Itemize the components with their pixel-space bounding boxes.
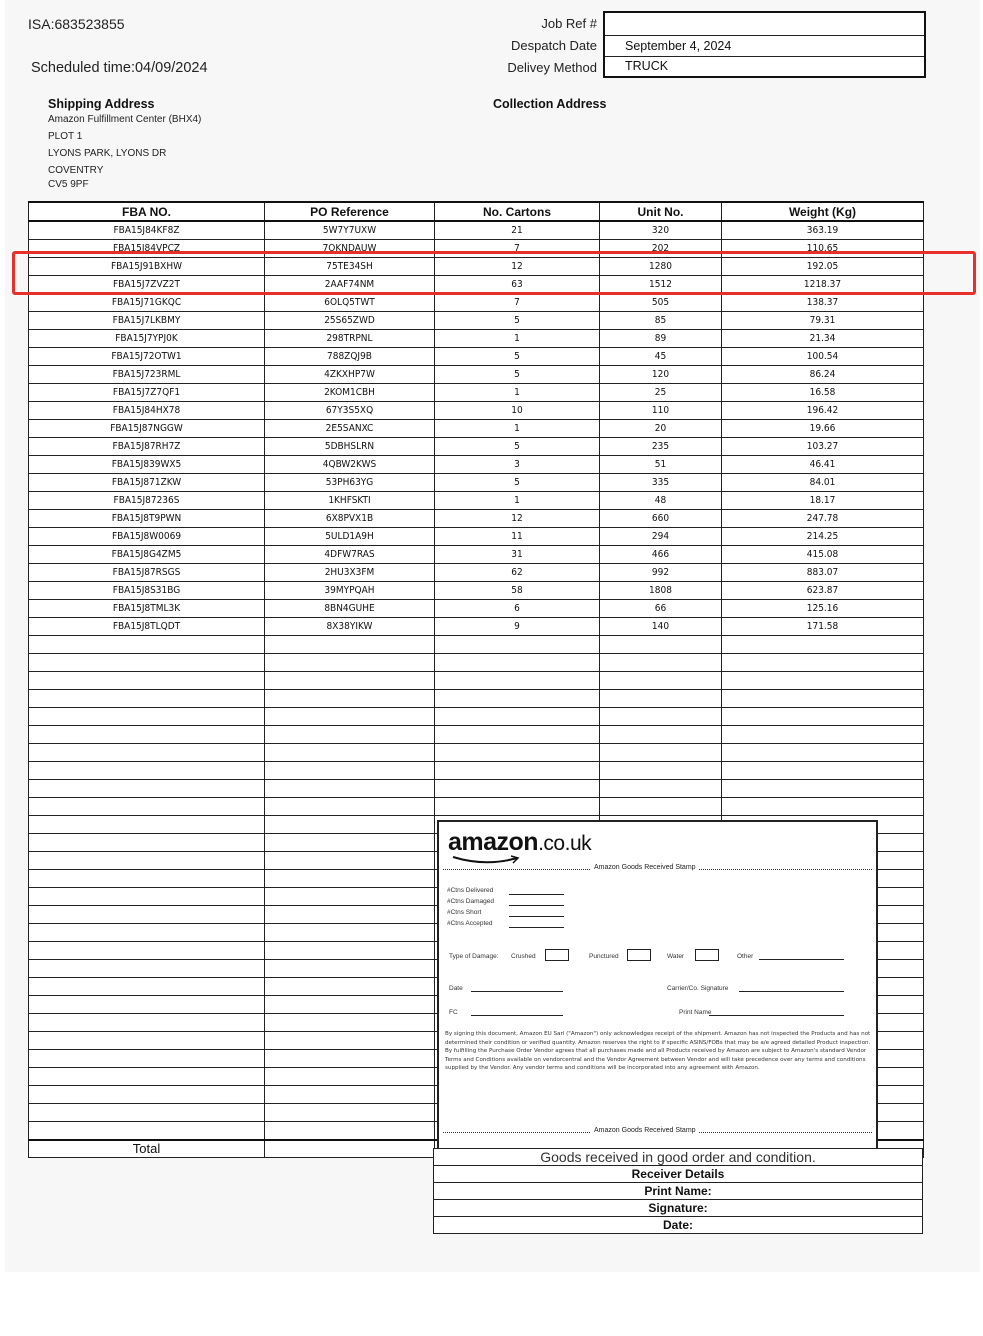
table-cell	[29, 726, 265, 744]
table-row	[29, 456, 924, 474]
table-cell	[600, 708, 722, 726]
table-cell: 100.54	[722, 348, 924, 366]
table-cell: 85	[600, 312, 722, 330]
receiver-details-title: Receiver Details	[434, 1166, 923, 1183]
table-row	[29, 240, 924, 258]
table-row	[29, 384, 924, 402]
table-cell: 25S65ZWD	[265, 312, 435, 330]
table-cell	[265, 996, 435, 1014]
table-cell	[29, 780, 265, 798]
table-cell: 31	[435, 546, 600, 564]
goods-received-stamp	[437, 820, 878, 1150]
table-cell: 79.31	[722, 312, 924, 330]
table-row	[29, 366, 924, 384]
column-header: FBA NO.	[29, 202, 265, 221]
table-cell: 103.27	[722, 438, 924, 456]
cartons-delivered-label: #Ctns Delivered	[447, 887, 494, 894]
table-cell	[600, 780, 722, 798]
goods-received-note: Goods received in good order and condition.	[434, 1149, 923, 1166]
table-cell: 4ZKXHP7W	[265, 366, 435, 384]
table-cell	[265, 852, 435, 870]
table-cell: 86.24	[722, 366, 924, 384]
table-cell	[265, 672, 435, 690]
table-cell: 298TRPNL	[265, 330, 435, 348]
collection-address-title: Collection Address	[493, 97, 607, 111]
address-line: CV5 9PF	[48, 179, 89, 190]
table-cell: FBA15J87RH7Z	[29, 438, 265, 456]
table-cell: 7	[435, 294, 600, 312]
table-cell: 5	[435, 474, 600, 492]
table-cell	[600, 762, 722, 780]
table-row	[29, 294, 924, 312]
amazon-smile-icon	[451, 855, 521, 865]
table-cell: FBA15J87NGGW	[29, 420, 265, 438]
table-cell: 19.66	[722, 420, 924, 438]
table-cell	[29, 942, 265, 960]
job-info-box	[603, 11, 926, 78]
table-row	[29, 744, 924, 762]
isa-number: ISA:683523855	[28, 16, 125, 32]
table-cell	[29, 744, 265, 762]
table-cell: FBA15J7LKBMY	[29, 312, 265, 330]
table-cell: 6X8PVX1B	[265, 510, 435, 528]
table-cell: 5	[435, 312, 600, 330]
table-cell	[722, 672, 924, 690]
table-cell: 84.01	[722, 474, 924, 492]
table-cell	[29, 1014, 265, 1032]
table-cell: 235	[600, 438, 722, 456]
table-cell	[435, 708, 600, 726]
table-cell: 7OKNDAUW	[265, 240, 435, 258]
job-ref-label: Job Ref #	[541, 16, 597, 31]
table-cell: 18.17	[722, 492, 924, 510]
table-cell	[29, 996, 265, 1014]
table-row	[29, 510, 924, 528]
column-header: Weight (Kg)	[722, 202, 924, 221]
table-cell: FBA15J8W0069	[29, 528, 265, 546]
table-cell	[265, 708, 435, 726]
table-cell: 21.34	[722, 330, 924, 348]
stamp-disclaimer: By signing this document, Amazon EU Sarl ("Amazon") only acknowledges receipt of the shipment. Amazon has not inspected the Products and has not determined their condition or verified quantity. Amazon reserves the right to if specific ASINS/FOBs that may be a/e agreed detailed Product inspection. By fulfilling the Purchase Order Vendor agrees that all purchases made and all Products received by Amazon are subject to Amazon's standard Vendor Terms and Conditions available on vendorcentral and the Vendor Agreement between Vendor and will take precedence over any terms and conditions supplied by the Vendor. Any vendor terms and conditions will be incorporated into any agreement with Amazon.	[445, 1031, 871, 1071]
table-cell: 1KHFSKTI	[265, 492, 435, 510]
address-line: LYONS PARK, LYONS DR	[48, 148, 167, 159]
table-cell	[722, 654, 924, 672]
water-checkbox[interactable]	[695, 949, 719, 961]
table-cell: 1512	[600, 276, 722, 294]
table-cell: 58	[435, 582, 600, 600]
receiver-details-table	[433, 1148, 923, 1234]
table-cell: 294	[600, 528, 722, 546]
table-cell	[722, 798, 924, 816]
table-cell	[265, 780, 435, 798]
table-cell	[265, 1104, 435, 1122]
table-cell	[435, 780, 600, 798]
scheduled-time: Scheduled time:04/09/2024	[31, 60, 208, 76]
table-cell	[265, 798, 435, 816]
table-row	[29, 564, 924, 582]
table-cell	[265, 870, 435, 888]
fc-label: FC	[449, 1009, 458, 1016]
table-cell	[435, 744, 600, 762]
table-cell	[29, 852, 265, 870]
table-cell	[265, 960, 435, 978]
table-row	[29, 492, 924, 510]
table-row	[29, 726, 924, 744]
carrier-signature-label: Carrier/Co. Signature	[667, 985, 729, 992]
table-cell	[600, 798, 722, 816]
table-cell	[265, 924, 435, 942]
table-row	[29, 528, 924, 546]
table-cell: 16.58	[722, 384, 924, 402]
table-cell	[29, 960, 265, 978]
table-cell	[435, 726, 600, 744]
table-row	[29, 798, 924, 816]
table-cell: 788ZQJ9B	[265, 348, 435, 366]
table-cell: FBA15J8TML3K	[29, 600, 265, 618]
table-cell: FBA15J8S31BG	[29, 582, 265, 600]
table-cell: 138.37	[722, 294, 924, 312]
table-cell	[29, 978, 265, 996]
table-cell	[435, 690, 600, 708]
table-cell	[600, 672, 722, 690]
table-cell	[29, 708, 265, 726]
table-cell: FBA15J8G4ZM5	[29, 546, 265, 564]
table-cell: 4QBW2KWS	[265, 456, 435, 474]
table-cell: FBA15J839WX5	[29, 456, 265, 474]
job-ref-value	[605, 13, 924, 36]
table-cell	[29, 1050, 265, 1068]
table-cell	[600, 744, 722, 762]
table-cell: 5W7Y7UXW	[265, 221, 435, 240]
table-cell	[265, 690, 435, 708]
table-cell	[265, 1014, 435, 1032]
table-cell	[265, 1122, 435, 1141]
table-row	[29, 276, 924, 294]
table-header-row	[29, 202, 924, 221]
table-cell: 505	[600, 294, 722, 312]
table-cell	[29, 690, 265, 708]
cartons-accepted-label: #Ctns Accepted	[447, 920, 493, 927]
stamp-caption-bottom: Amazon Goods Received Stamp	[591, 1127, 699, 1134]
damage-type-label: Type of Damage:	[449, 953, 499, 960]
table-cell	[722, 690, 924, 708]
table-row	[29, 780, 924, 798]
table-cell	[265, 1032, 435, 1050]
table-cell: 466	[600, 546, 722, 564]
table-cell	[29, 1104, 265, 1122]
table-cell	[29, 1032, 265, 1050]
despatch-date-value: September 4, 2024	[605, 36, 924, 57]
table-cell: 51	[600, 456, 722, 474]
table-cell: 883.07	[722, 564, 924, 582]
table-cell	[29, 672, 265, 690]
table-cell	[435, 762, 600, 780]
table-cell	[265, 762, 435, 780]
table-row	[29, 438, 924, 456]
table-cell	[600, 690, 722, 708]
table-cell: 8BN4GUHE	[265, 600, 435, 618]
table-cell	[29, 870, 265, 888]
table-cell: 12	[435, 258, 600, 276]
table-cell: FBA15J84VPCZ	[29, 240, 265, 258]
table-cell	[722, 780, 924, 798]
table-cell: FBA15J7ZVZ2T	[29, 276, 265, 294]
table-row	[29, 348, 924, 366]
table-cell	[29, 762, 265, 780]
column-header: Unit No.	[600, 202, 722, 221]
table-cell	[722, 744, 924, 762]
table-row	[29, 330, 924, 348]
table-cell: 7	[435, 240, 600, 258]
table-cell: 53PH63YG	[265, 474, 435, 492]
table-cell: 623.87	[722, 582, 924, 600]
table-row	[29, 762, 924, 780]
table-cell: 415.08	[722, 546, 924, 564]
print-name-label: Print Name	[679, 1009, 712, 1016]
table-cell	[600, 654, 722, 672]
table-cell: 5	[435, 348, 600, 366]
column-header: PO Reference	[265, 202, 435, 221]
table-cell	[29, 1122, 265, 1141]
table-row	[29, 402, 924, 420]
table-cell	[600, 726, 722, 744]
table-cell: 2HU3X3FM	[265, 564, 435, 582]
table-cell: 48	[600, 492, 722, 510]
table-row	[29, 474, 924, 492]
table-cell: 140	[600, 618, 722, 636]
table-row	[29, 312, 924, 330]
table-cell: 2AAF74NM	[265, 276, 435, 294]
table-cell: 2E5SANXC	[265, 420, 435, 438]
table-cell	[265, 654, 435, 672]
table-cell	[435, 672, 600, 690]
table-cell: 1280	[600, 258, 722, 276]
damage-crushed-label: Crushed	[511, 953, 536, 960]
table-cell: 20	[600, 420, 722, 438]
table-cell: 8X38YIKW	[265, 618, 435, 636]
table-cell: 10	[435, 402, 600, 420]
table-cell	[29, 654, 265, 672]
stamp-caption-top: Amazon Goods Received Stamp	[591, 864, 699, 871]
table-cell: FBA15J91BXHW	[29, 258, 265, 276]
receiver-signature: Signature:	[434, 1200, 923, 1217]
column-header: No. Cartons	[435, 202, 600, 221]
receiver-date: Date:	[434, 1217, 923, 1234]
table-cell: 1218.37	[722, 276, 924, 294]
table-cell	[265, 1068, 435, 1086]
table-cell	[265, 744, 435, 762]
table-cell	[265, 816, 435, 834]
table-cell: FBA15J8TLQDT	[29, 618, 265, 636]
table-cell	[722, 636, 924, 654]
delivery-method-label: Delivey Method	[507, 60, 597, 75]
table-cell: FBA15J84KF8Z	[29, 221, 265, 240]
table-cell: FBA15J723RML	[29, 366, 265, 384]
despatch-date-label: Despatch Date	[511, 38, 597, 53]
table-cell: 1	[435, 330, 600, 348]
table-cell: 6	[435, 600, 600, 618]
table-cell	[265, 942, 435, 960]
table-cell	[265, 978, 435, 996]
receiver-print-name: Print Name:	[434, 1183, 923, 1200]
table-cell: 6OLQ5TWT	[265, 294, 435, 312]
table-cell	[265, 888, 435, 906]
table-row	[29, 221, 924, 240]
table-cell: 45	[600, 348, 722, 366]
address-line: COVENTRY	[48, 165, 104, 176]
table-cell	[29, 636, 265, 654]
table-cell: 25	[600, 384, 722, 402]
table-cell: 202	[600, 240, 722, 258]
total-cell	[265, 1140, 435, 1158]
amazon-logo: amazon.co.uk	[448, 828, 592, 856]
table-cell	[600, 636, 722, 654]
table-cell	[435, 654, 600, 672]
table-cell: FBA15J7Z7QF1	[29, 384, 265, 402]
table-cell: 363.19	[722, 221, 924, 240]
table-cell: 5ULD1A9H	[265, 528, 435, 546]
table-row	[29, 582, 924, 600]
table-cell: FBA15J84HX78	[29, 402, 265, 420]
table-cell	[722, 726, 924, 744]
table-cell: 1	[435, 492, 600, 510]
damage-punctured-label: Punctured	[589, 953, 619, 960]
table-cell	[29, 924, 265, 942]
table-cell: 125.16	[722, 600, 924, 618]
table-cell: 110	[600, 402, 722, 420]
table-cell: 46.41	[722, 456, 924, 474]
table-cell: FBA15J72OTW1	[29, 348, 265, 366]
table-cell	[29, 906, 265, 924]
table-cell: FBA15J87RSGS	[29, 564, 265, 582]
table-cell	[265, 636, 435, 654]
table-row	[29, 546, 924, 564]
table-cell: 992	[600, 564, 722, 582]
table-cell: 660	[600, 510, 722, 528]
table-cell: FBA15J7YPJ0K	[29, 330, 265, 348]
table-row	[29, 636, 924, 654]
table-cell: 214.25	[722, 528, 924, 546]
table-row	[29, 672, 924, 690]
table-cell	[265, 1050, 435, 1068]
shipping-address	[48, 97, 201, 193]
table-cell	[435, 636, 600, 654]
table-cell	[29, 816, 265, 834]
date-label: Date	[449, 985, 463, 992]
table-cell: 4DFW7RAS	[265, 546, 435, 564]
table-cell: 5	[435, 438, 600, 456]
table-cell: 3	[435, 456, 600, 474]
table-row	[29, 420, 924, 438]
table-cell: 110.65	[722, 240, 924, 258]
table-cell	[722, 708, 924, 726]
table-cell: FBA15J871ZKW	[29, 474, 265, 492]
total-label: Total	[29, 1140, 265, 1158]
table-cell: 196.42	[722, 402, 924, 420]
table-cell: 89	[600, 330, 722, 348]
table-cell: 12	[435, 510, 600, 528]
table-cell: 75TE34SH	[265, 258, 435, 276]
table-cell: 192.05	[722, 258, 924, 276]
table-cell: 39MYPQAH	[265, 582, 435, 600]
table-cell: 335	[600, 474, 722, 492]
table-row	[29, 618, 924, 636]
table-cell: FBA15J71GKQC	[29, 294, 265, 312]
table-cell: 5	[435, 366, 600, 384]
table-cell	[722, 762, 924, 780]
table-cell	[29, 1086, 265, 1104]
table-cell: 9	[435, 618, 600, 636]
damage-other-label: Other	[737, 953, 754, 960]
table-cell	[265, 834, 435, 852]
table-cell	[29, 888, 265, 906]
table-cell	[265, 726, 435, 744]
table-row	[29, 690, 924, 708]
punctured-checkbox[interactable]	[627, 949, 651, 961]
delivery-method-value: TRUCK	[625, 59, 669, 73]
address-line: PLOT 1	[48, 131, 83, 142]
table-cell: 63	[435, 276, 600, 294]
table-cell: 67Y3S5XQ	[265, 402, 435, 420]
table-cell	[265, 1086, 435, 1104]
table-cell: 62	[435, 564, 600, 582]
table-cell: 1	[435, 384, 600, 402]
address-line: Amazon Fulfillment Center (BHX4)	[48, 114, 202, 125]
table-cell: FBA15J8T9PWN	[29, 510, 265, 528]
table-cell	[29, 834, 265, 852]
table-cell: 5DBHSLRN	[265, 438, 435, 456]
table-row	[29, 654, 924, 672]
table-cell: 2KOM1CBH	[265, 384, 435, 402]
cartons-short-label: #Ctns Short	[447, 909, 482, 916]
table-cell	[29, 1068, 265, 1086]
table-cell	[435, 798, 600, 816]
table-cell	[29, 798, 265, 816]
table-row	[29, 708, 924, 726]
table-cell: 1808	[600, 582, 722, 600]
table-cell: 21	[435, 221, 600, 240]
table-row	[29, 258, 924, 276]
damage-water-label: Water	[667, 953, 685, 960]
table-cell: 171.58	[722, 618, 924, 636]
table-cell: 11	[435, 528, 600, 546]
table-row	[29, 600, 924, 618]
table-cell: 66	[600, 600, 722, 618]
table-cell: FBA15J87236S	[29, 492, 265, 510]
table-cell: 320	[600, 221, 722, 240]
crushed-checkbox[interactable]	[545, 949, 569, 961]
table-cell: 1	[435, 420, 600, 438]
cartons-damaged-label: #Ctns Damaged	[447, 898, 494, 905]
table-cell	[265, 906, 435, 924]
shipping-address-title: Shipping Address	[48, 97, 155, 111]
table-cell: 120	[600, 366, 722, 384]
table-cell: 247.78	[722, 510, 924, 528]
